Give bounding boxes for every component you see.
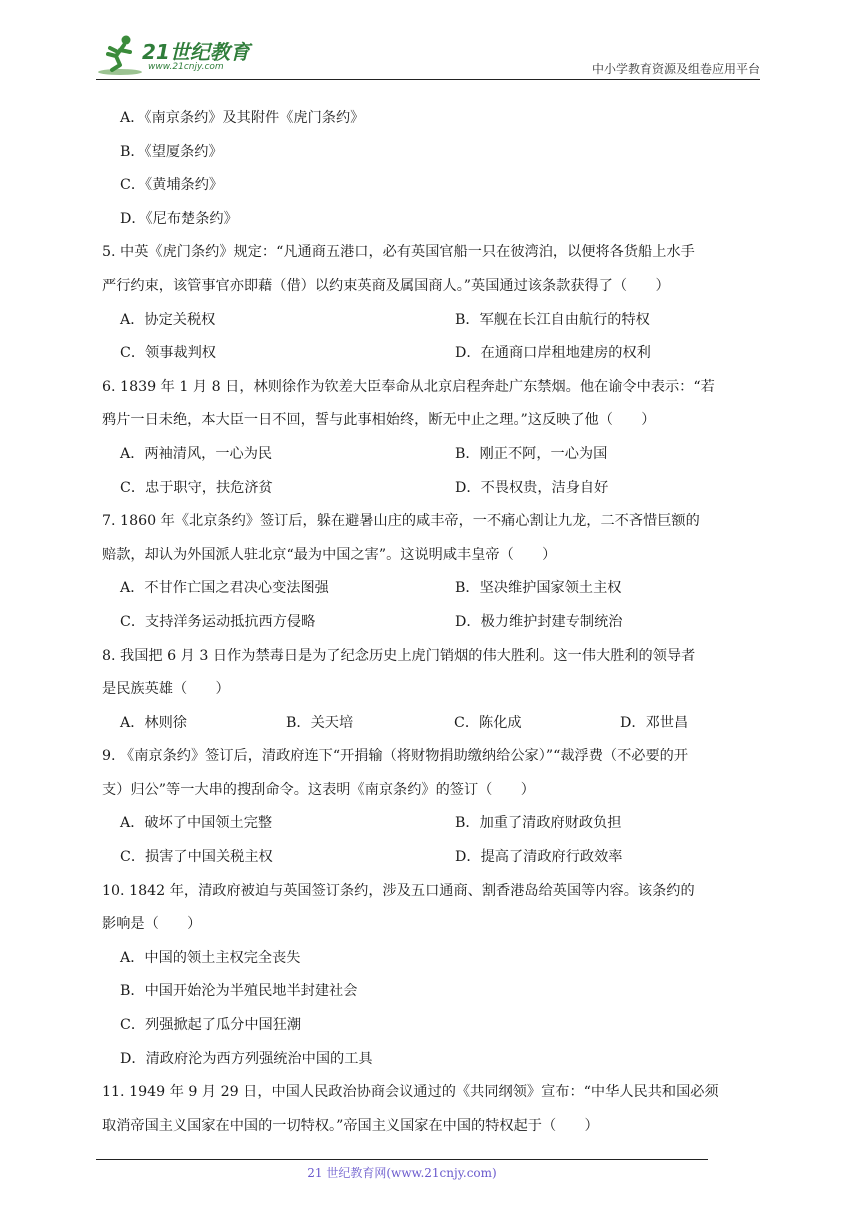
question-stem: 11. 1949 年 9 月 29 日，中国人民政治协商会议通过的《共同纲领》宣布：“中华人民共和国必须 <box>102 1084 719 1101</box>
option-b[interactable]: B．中国开始沦为半殖民地半封建社会 <box>120 983 358 1000</box>
question-stem: 严行约束，该管事官亦即藉（借）以约束英商及属国商人。”英国通过该条款获得了（ ） <box>102 277 670 294</box>
platform-slogan: 中小学教育资源及组卷应用平台 <box>591 62 760 76</box>
option-d[interactable]: D．不畏权贵，洁身自好 <box>455 479 609 496</box>
question-8 <box>102 640 766 741</box>
option-c[interactable]: C．损害了中国关税主权 <box>120 849 273 866</box>
option-d[interactable]: D．清政府沦为西方列强统治中国的工具 <box>120 1050 373 1067</box>
option-a[interactable]: A．不甘作亡国之君决心变法图强 <box>120 580 329 597</box>
option-a[interactable]: A．林则徐 <box>120 714 187 731</box>
question-stem: 鸦片一日未绝，本大臣一日不回，誓与此事相始终，断无中止之理。”这反映了他（ ） <box>102 412 656 429</box>
logo-url: www.21cnjy.com <box>148 62 224 72</box>
question-stem: 是民族英雄（ ） <box>102 681 230 698</box>
question-stem: 赔款，却认为外国派人驻北京“最为中国之害”。这说明咸丰皇帝（ ） <box>102 546 557 563</box>
option-c[interactable]: C．支持洋务运动抵抗西方侵略 <box>120 613 316 630</box>
option-d[interactable]: D．极力维护封建专制统治 <box>455 613 623 630</box>
option-d[interactable]: D．《尼布楚条约》 <box>120 210 238 227</box>
footer-link[interactable]: 21 世纪教育网(www.21cnjy.com) <box>307 1166 497 1180</box>
site-logo[interactable] <box>96 32 266 78</box>
option-c[interactable]: C．陈化成 <box>454 714 522 731</box>
question-7 <box>102 505 766 639</box>
question-6 <box>102 371 766 505</box>
option-b[interactable]: B．关天培 <box>286 714 354 731</box>
option-d[interactable]: D．在通商口岸租地建房的权利 <box>455 345 651 362</box>
option-b[interactable]: B．军舰在长江自由航行的特权 <box>455 311 650 328</box>
option-b[interactable]: B．加重了清政府财政负担 <box>455 815 622 832</box>
option-d[interactable]: D．提高了清政府行政效率 <box>455 849 623 866</box>
option-c[interactable]: C．《黄埔条约》 <box>120 177 224 194</box>
question-list <box>102 102 766 1143</box>
question-stem: 影响是（ ） <box>102 916 202 933</box>
page-header <box>96 32 760 80</box>
question-10 <box>102 875 766 1077</box>
option-c[interactable]: C．领事裁判权 <box>120 345 216 362</box>
question-stem: 6. 1839 年 1 月 8 日，林则徐作为钦差大臣奉命从北京启程奔赴广东禁烟。他在谕令中表示：“若 <box>102 378 715 395</box>
question-stem: 5. 中英《虎门条约》规定：“凡通商五港口，必有英国官船一只在彼湾泊，以便将各货船上水手 <box>102 244 695 261</box>
logo-wordmark: 21世纪教育 <box>142 40 250 64</box>
question-4-options <box>102 102 766 236</box>
question-stem: 9. 《南京条约》签订后，清政府连下“开捐输（将财物捐助缴纳给公家）”“裁浮费（不必要的开 <box>102 748 689 765</box>
footer-divider <box>96 1159 708 1160</box>
option-b[interactable]: B．《望厦条约》 <box>120 143 223 160</box>
question-11 <box>102 1076 766 1143</box>
question-stem: 8. 我国把 6 月 3 日作为禁毒日是为了纪念历史上虎门销烟的伟大胜利。这一伟大胜利的领导者 <box>102 647 696 664</box>
question-stem: 10. 1842 年，清政府被迫与英国签订条约，涉及五口通商、割香港岛给英国等内容。该条约的 <box>102 882 695 899</box>
option-b[interactable]: B．坚决维护国家领土主权 <box>455 580 622 597</box>
question-stem: 取消帝国主义国家在中国的一切特权。”帝国主义国家在中国的特权起于（ ） <box>102 1117 599 1134</box>
question-stem: 7. 1860 年《北京条约》签订后，躲在避暑山庄的咸丰帝，一不痛心割让九龙，二不吝惜巨额的 <box>102 513 700 530</box>
option-d[interactable]: D．邓世昌 <box>620 714 689 731</box>
option-a[interactable]: A．两袖清风，一心为民 <box>120 445 273 462</box>
option-a[interactable]: A．《南京条约》及其附件《虎门条约》 <box>120 110 365 126</box>
question-9 <box>102 740 766 874</box>
question-stem: 支）归公”等一大串的搜刮命令。这表明《南京条约》的签订（ ） <box>102 781 535 798</box>
option-c[interactable]: C．忠于职守，扶危济贫 <box>120 479 273 496</box>
question-5 <box>102 236 766 370</box>
option-a[interactable]: A．协定关税权 <box>120 311 216 328</box>
option-c[interactable]: C．列强掀起了瓜分中国狂潮 <box>120 1017 302 1034</box>
option-b[interactable]: B．刚正不阿，一心为国 <box>455 445 608 462</box>
header-divider <box>96 79 760 80</box>
runner-logo-icon <box>96 32 144 78</box>
option-a[interactable]: A．中国的领土主权完全丧失 <box>120 949 301 966</box>
option-a[interactable]: A．破坏了中国领土完整 <box>120 815 273 832</box>
